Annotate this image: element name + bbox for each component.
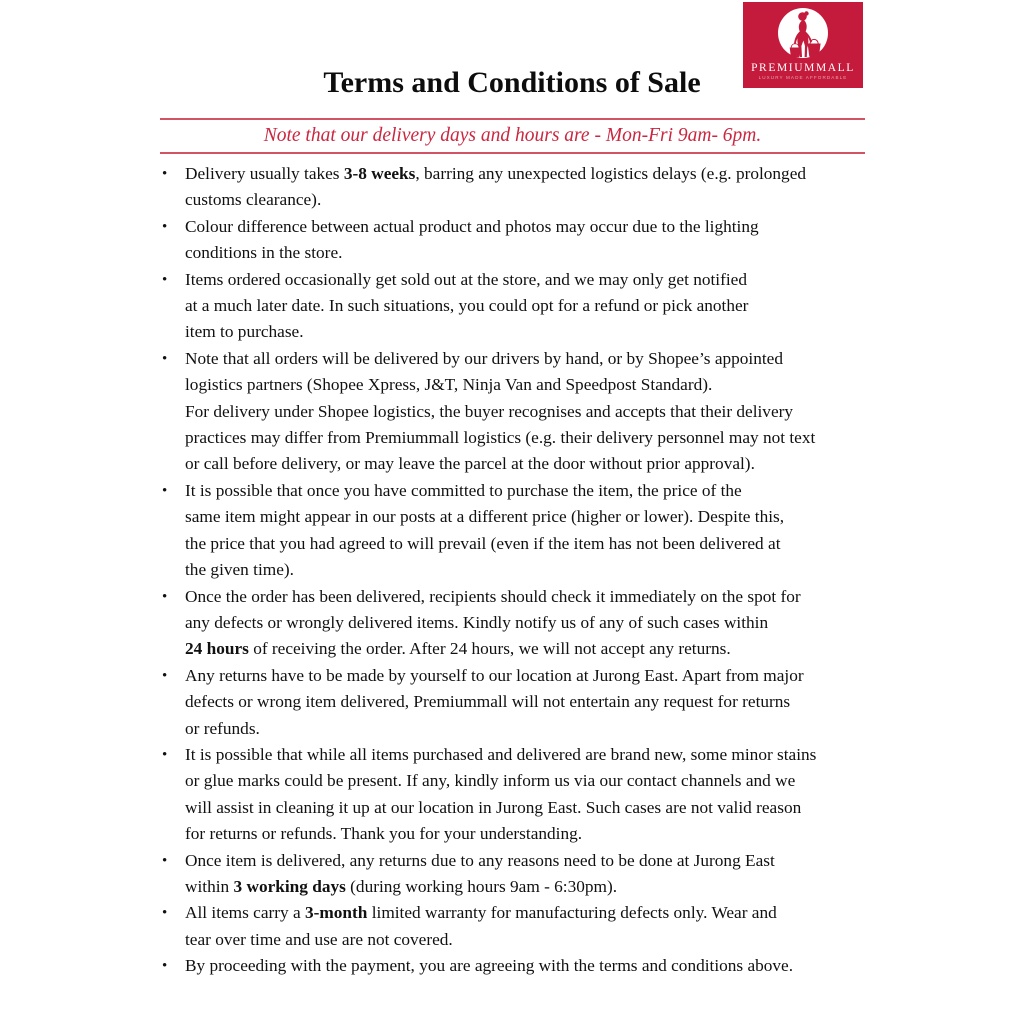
term-line: the given time). (185, 560, 294, 580)
term-line: same item might appear in our posts at a different price (higher or lower). Despite this, (185, 507, 785, 527)
shopper-silhouette-icon (743, 2, 863, 64)
bullet-icon: • (162, 218, 168, 235)
bullet-icon: • (162, 746, 168, 763)
term-line: for returns or refunds. Thank you for your understanding. (185, 824, 583, 844)
term-item (160, 161, 872, 214)
bullet-icon: • (162, 905, 168, 922)
bullet-icon: • (162, 166, 168, 182)
term-item (160, 953, 872, 979)
bullet-icon: • (162, 271, 168, 288)
bullet-icon: • (162, 852, 168, 869)
term-line: item to purchase. (185, 322, 304, 342)
term-text (185, 953, 872, 979)
term-text (185, 346, 872, 478)
delivery-note-band (160, 118, 865, 154)
term-line: Delivery usually takes 3-8 weeks, barring any unexpected logistics delays (e.g. prolonged (185, 164, 807, 183)
bullet-icon: • (162, 958, 168, 975)
term-line: Colour difference between actual product and photos may occur due to the lighting (185, 216, 759, 236)
bullet-icon: • (162, 350, 168, 367)
term-line: customs clearance). (185, 190, 322, 210)
term-item (160, 478, 872, 584)
term-item (160, 346, 872, 478)
logo-brand-name: PREMIUMMALL (751, 62, 855, 74)
term-line: or glue marks could be present. If any, kindly inform us via our contact channels and we (185, 771, 796, 791)
term-text (185, 161, 872, 214)
term-line: at a much later date. In such situations, you could opt for a refund or pick another (185, 296, 749, 316)
term-text (185, 900, 872, 953)
term-line: practices may differ from Premiummall logistics (e.g. their delivery personnel may not text (185, 428, 816, 448)
term-text (185, 267, 872, 346)
term-item (160, 848, 872, 901)
page-title: Terms and Conditions of Sale (323, 66, 701, 99)
term-line: or refunds. (185, 718, 260, 738)
term-text (185, 584, 872, 663)
terms-list (160, 161, 872, 980)
term-line: will assist in cleaning it up at our location in Jurong East. Such cases are not valid reason (185, 797, 802, 817)
term-item (160, 663, 872, 742)
term-item (160, 214, 872, 267)
term-line: or call before delivery, or may leave the parcel at the door without prior approval). (185, 454, 755, 474)
term-text (185, 478, 872, 584)
bullet-icon: • (162, 482, 168, 499)
term-text (185, 214, 872, 267)
term-line: Any returns have to be made by yourself to our location at Jurong East. Apart from major (185, 665, 804, 685)
term-line: Once item is delivered, any returns due to any reasons need to be done at Jurong East (185, 850, 775, 870)
term-text (185, 663, 872, 742)
term-line: any defects or wrongly delivered items. Kindly notify us of any of such cases within (185, 612, 769, 632)
term-line: All items carry a 3-month limited warranty for manufacturing defects only. Wear and (185, 903, 777, 923)
term-line: the price that you had agreed to will prevail (even if the item has not been delivered at (185, 533, 781, 553)
term-line: It is possible that while all items purchased and delivered are brand new, some minor stains (185, 744, 817, 764)
term-line: tear over time and use are not covered. (185, 929, 453, 949)
term-line: Once the order has been delivered, recipients should check it immediately on the spot for (185, 586, 801, 606)
bullet-icon: • (162, 588, 168, 605)
logo-tagline: LUXURY MADE AFFORDABLE (758, 75, 848, 80)
term-text (185, 848, 872, 901)
term-line: By proceeding with the payment, you are agreeing with the terms and conditions above. (185, 956, 794, 976)
term-line: For delivery under Shopee logistics, the buyer recognises and accepts that their delivery (185, 401, 794, 421)
term-line: defects or wrong item delivered, Premiummall will not entertain any request for returns (185, 692, 791, 712)
term-item (160, 742, 872, 848)
term-item (160, 900, 872, 953)
term-item (160, 584, 872, 663)
bullet-icon: • (162, 667, 168, 684)
term-line: logistics partners (Shopee Xpress, J&T, Ninja Van and Speedpost Standard). (185, 375, 713, 395)
delivery-note-text: Note that our delivery days and hours are - Mon-Fri 9am- 6pm. (263, 125, 762, 146)
term-line: 24 hours of receiving the order. After 24 hours, we will not accept any returns. (185, 639, 731, 659)
term-line: Note that all orders will be delivered by our drivers by hand, or by Shopee’s appointed (185, 348, 783, 368)
term-item (160, 267, 872, 346)
term-line: conditions in the store. (185, 243, 343, 263)
term-line: Items ordered occasionally get sold out at the store, and we may only get notified (185, 269, 747, 289)
term-line: within 3 working days (during working hours 9am - 6:30pm). (185, 876, 618, 896)
term-line: It is possible that once you have committed to purchase the item, the price of the (185, 480, 742, 500)
term-text (185, 742, 872, 848)
